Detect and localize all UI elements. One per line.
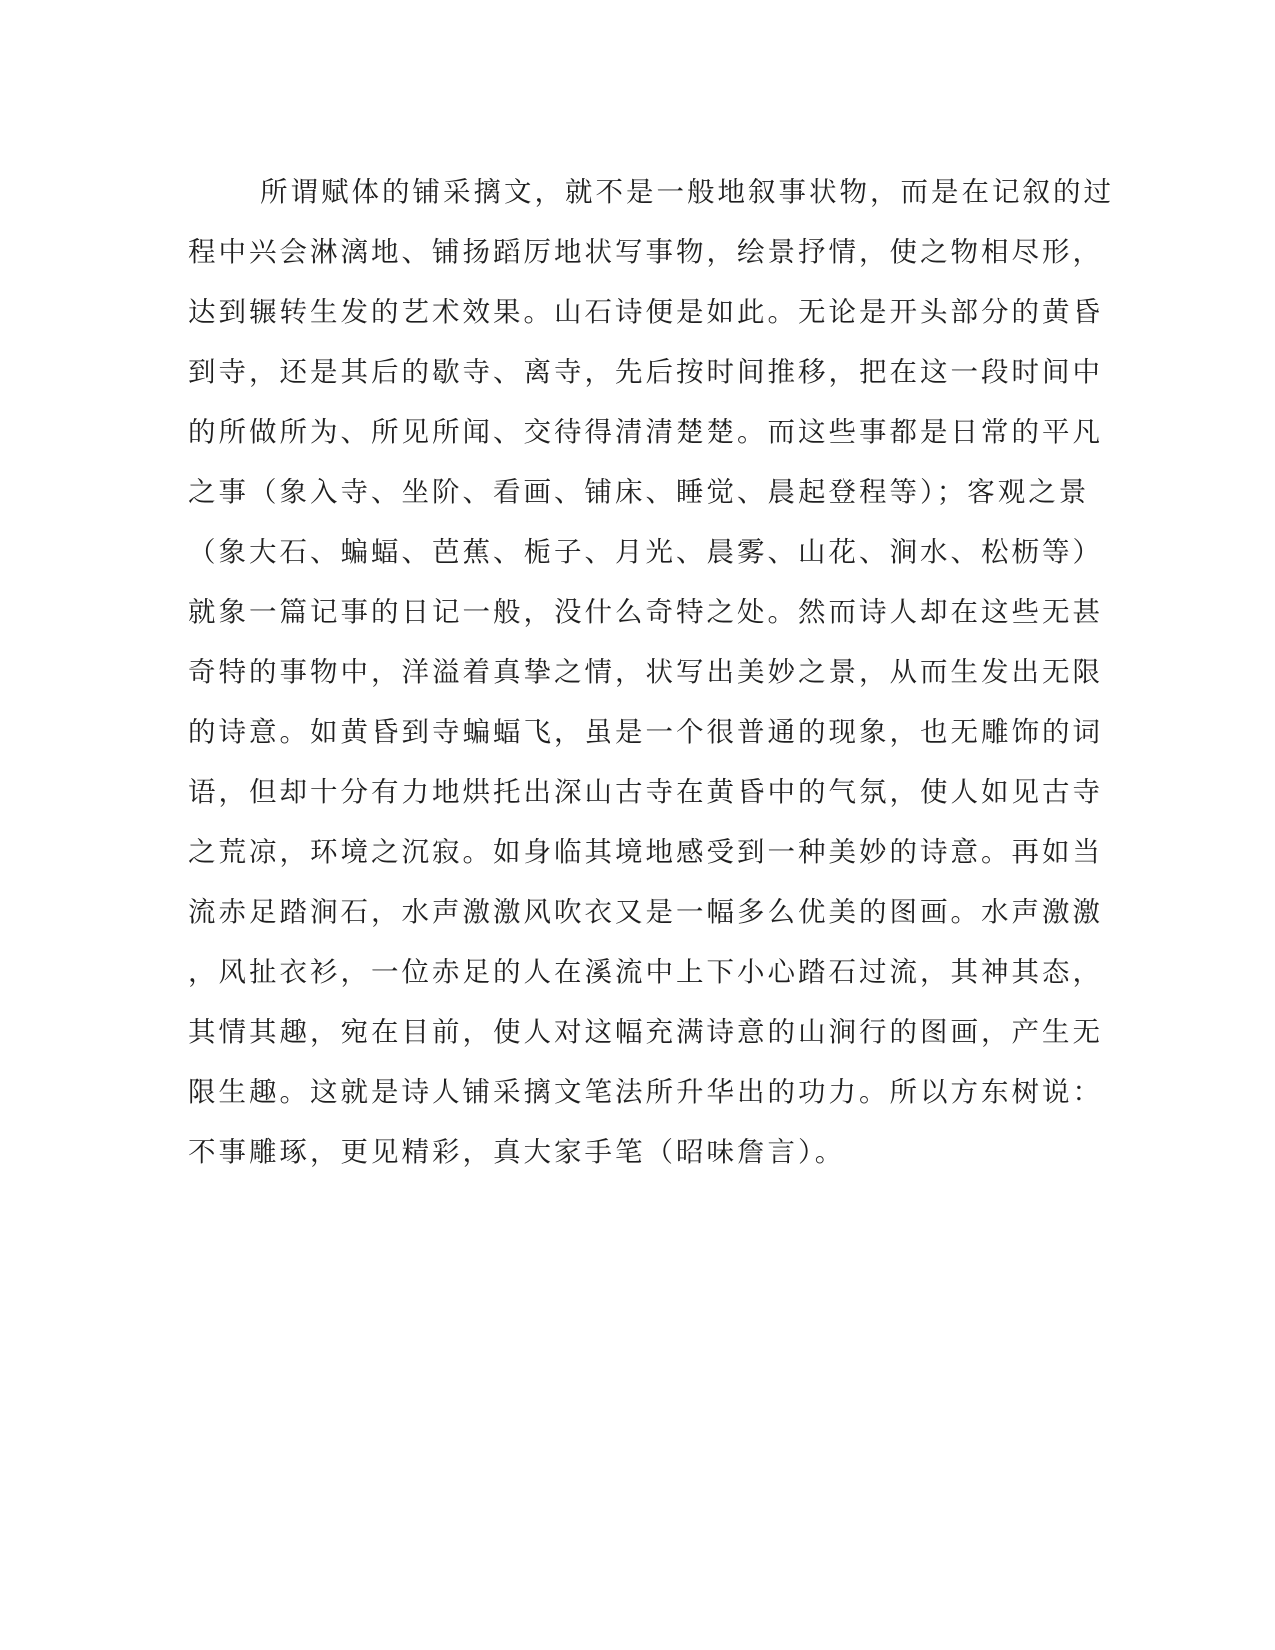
paragraph-line-3: 达到辗转生发的艺术效果。山石诗便是如此。无论是开头部分的黄昏 bbox=[188, 296, 1103, 328]
paragraph-line-5: 的所做所为、所见所闻、交待得清清楚楚。而这些事都是日常的平凡 bbox=[188, 416, 1103, 448]
paragraph-line-15: 其情其趣，宛在目前，使人对这幅充满诗意的山涧行的图画，产生无 bbox=[188, 1016, 1103, 1048]
paragraph-line-4: 到寺，还是其后的歇寺、离寺，先后按时间推移，把在这一段时间中 bbox=[188, 356, 1103, 388]
paragraph-line-6: 之事（象入寺、坐阶、看画、铺床、睡觉、晨起登程等）；客观之景 bbox=[188, 476, 1090, 508]
paragraph-line-13: 流赤足踏涧石，水声激激风吹衣又是一幅多么优美的图画。水声激激 bbox=[188, 896, 1103, 928]
paragraph-line-2: 程中兴会淋漓地、铺扬蹈厉地状写事物，绘景抒情，使之物相尽形， bbox=[188, 236, 1103, 268]
paragraph-line-7: （象大石、蝙蝠、芭蕉、栀子、月光、晨雾、山花、涧水、松枥等） bbox=[188, 536, 1103, 568]
paragraph-line-10: 的诗意。如黄昏到寺蝙蝠飞，虽是一个很普通的现象，也无雕饰的词 bbox=[188, 716, 1103, 748]
paragraph-line-12: 之荒凉，环境之沉寂。如身临其境地感受到一种美妙的诗意。再如当 bbox=[188, 836, 1103, 868]
paragraph-line-16: 限生趣。这就是诗人铺采摛文笔法所升华出的功力。所以方东树说： bbox=[188, 1076, 1103, 1108]
body-paragraph bbox=[188, 162, 1114, 1182]
paragraph-line-11: 语，但却十分有力地烘托出深山古寺在黄昏中的气氛，使人如见古寺 bbox=[188, 776, 1103, 808]
paragraph-line-14: ，风扯衣衫，一位赤足的人在溪流中上下小心踏石过流，其神其态， bbox=[188, 956, 1103, 988]
paragraph-line-9: 奇特的事物中，洋溢着真挚之情，状写出美妙之景，从而生发出无限 bbox=[188, 656, 1103, 688]
paragraph-line-17: 不事雕琢，更见精彩，真大家手笔（昭味詹言）。 bbox=[188, 1136, 846, 1168]
paragraph-line-1: 所谓赋体的铺采摛文，就不是一般地叙事状物，而是在记叙的过 bbox=[260, 176, 1114, 208]
paragraph-line-8: 就象一篇记事的日记一般，没什么奇特之处。然而诗人却在这些无甚 bbox=[188, 596, 1103, 628]
